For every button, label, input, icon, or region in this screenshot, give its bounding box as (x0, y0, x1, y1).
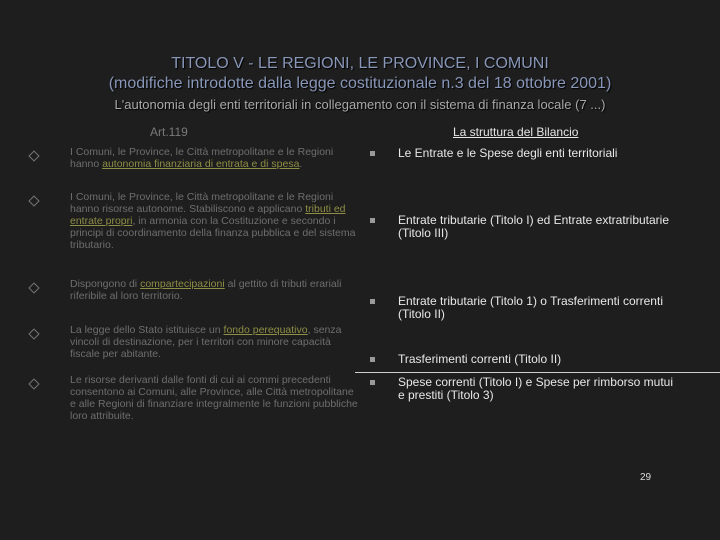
right-bullet-icon (370, 218, 375, 223)
left-bullet-icon (28, 195, 39, 206)
left-item-text: Dispongono di (70, 278, 141, 290)
right-bullet-icon (370, 299, 375, 304)
left-item-text: , senza vincoli di destinazione, per i territori con minore capacità fiscale per abitante. (70, 324, 342, 360)
right-item: Spese correnti (Titolo I) e Spese per rimborso mutui e prestiti (Titolo 3) (398, 375, 673, 402)
left-item-text: . (299, 158, 303, 170)
left-bullet-icon (28, 282, 39, 293)
title-line-2: (modifiche introdotte dalla legge costituzionale n.3 del 18 ottobre 2001) (108, 75, 612, 92)
left-bullet-icon (28, 150, 39, 161)
left-bullet-icon (28, 328, 39, 339)
right-column-heading: La struttura del Bilancio (453, 125, 579, 139)
left-item-text: Le risorse derivanti dalle fonti di cui ai commi precedenti consentono ai Comuni, alle Province, alle Città metropolitane e alle Regioni di finanziare integralmente le funzioni pubbliche loro attribuite. (70, 374, 358, 422)
left-item-highlight: compartecipazioni (140, 278, 225, 290)
left-column-heading: Art.119 (150, 125, 188, 139)
right-bullet-icon (370, 380, 375, 385)
page-number: 29 (640, 472, 652, 483)
left-item-highlight: tributi ed entrate propri (70, 203, 346, 227)
slide-title (0, 54, 720, 114)
right-item: Le Entrate e le Spese degli enti territoriali (398, 146, 618, 160)
right-item: Entrate tributarie (Titolo I) ed Entrate extratributarie (Titolo III) (398, 213, 670, 240)
left-item-text: I Comuni, le Province, le Città metropolitane e le Regioni hanno (70, 146, 334, 170)
left-item (70, 324, 360, 360)
left-item-highlight: autonomia finanziaria di entrata e di spesa (102, 158, 300, 170)
right-item: Entrate tributarie (Titolo 1) o Trasferimenti correnti (Titolo II) (398, 294, 663, 321)
left-item (70, 191, 360, 251)
left-item-text: , in armonia con la Costituzione e secondo i principi di coordinamento della finanza pubblica e del sistema tributario. (70, 215, 356, 251)
left-item (70, 146, 360, 170)
left-item (70, 374, 360, 422)
left-item-highlight: fondo perequativo (223, 324, 308, 336)
title-line-1: TITOLO V - LE REGIONI, LE PROVINCE, I COMUNI (171, 55, 549, 72)
right-bullet-icon (370, 151, 375, 156)
left-item-text: La legge dello Stato istituisce un (70, 324, 224, 336)
left-item (70, 278, 360, 302)
left-bullet-icon (28, 378, 39, 389)
left-item-text: I Comuni, le Province, le Città metropolitane e le Regioni hanno risorse autonome. Stabiliscono e applicano (70, 191, 334, 215)
right-item: Trasferimenti correnti (Titolo II) (398, 352, 562, 366)
right-bullet-icon (370, 357, 375, 362)
divider (355, 372, 720, 373)
left-item-text: al gettito di tributi erariali riferibile al loro territorio. (70, 278, 342, 302)
title-line-3: L'autonomia degli enti territoriali in collegamento con il sistema di finanza locale (7 ...) (114, 97, 606, 112)
